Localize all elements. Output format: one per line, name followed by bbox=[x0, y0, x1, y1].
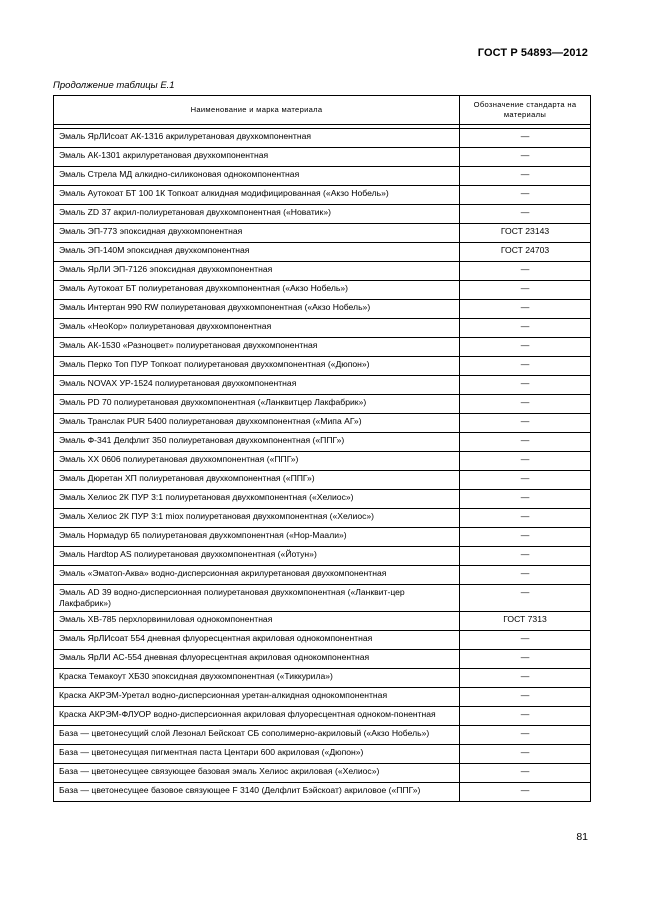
standard-cell: — bbox=[460, 585, 591, 612]
table-row bbox=[54, 547, 591, 566]
table-row bbox=[54, 224, 591, 243]
material-name-cell: Краска Темакоут ХБ30 эпоксидная двухкомпонентная («Тиккурила») bbox=[54, 669, 460, 688]
standard-cell: — bbox=[460, 262, 591, 281]
table-row bbox=[54, 585, 591, 612]
standard-cell: — bbox=[460, 783, 591, 802]
table-row bbox=[54, 509, 591, 528]
standard-cell: — bbox=[460, 764, 591, 783]
material-name-cell: Эмаль ЯрЛИ АС-554 дневная флуоресцентная акриловая однокомпонентная bbox=[54, 650, 460, 669]
material-name-cell: Эмаль ЯрЛИсоат АК-1316 акрилуретановая двухкомпонентная bbox=[54, 129, 460, 148]
table-row bbox=[54, 650, 591, 669]
column-header-material: Наименование и марка материала bbox=[54, 96, 460, 125]
table-row bbox=[54, 452, 591, 471]
table-row bbox=[54, 688, 591, 707]
standard-cell: ГОСТ 23143 bbox=[460, 224, 591, 243]
material-name-cell: Эмаль PD 70 полиуретановая двухкомпонентная («Ланквитцер Лакфабрик») bbox=[54, 395, 460, 414]
material-name-cell: Эмаль ЯрЛИ ЭП-7126 эпоксидная двухкомпонентная bbox=[54, 262, 460, 281]
material-name-cell: База — цветонесущий слой Лезонал Бейскоат СБ сополимерно-акриловый («Акзо Нобель») bbox=[54, 726, 460, 745]
page-number: 81 bbox=[576, 831, 588, 843]
material-name-cell: Эмаль Hardtop AS полиуретановая двухкомпонентная («Йотун») bbox=[54, 547, 460, 566]
standard-cell: ГОСТ 7313 bbox=[460, 612, 591, 631]
table-row bbox=[54, 281, 591, 300]
table-row bbox=[54, 262, 591, 281]
standard-cell: — bbox=[460, 547, 591, 566]
table-row bbox=[54, 205, 591, 224]
table-row bbox=[54, 566, 591, 585]
table-row bbox=[54, 669, 591, 688]
standard-cell: — bbox=[460, 376, 591, 395]
table-row bbox=[54, 186, 591, 205]
standard-cell: — bbox=[460, 528, 591, 547]
table-row bbox=[54, 745, 591, 764]
material-name-cell: Эмаль Транслак PUR 5400 полиуретановая двухкомпонентная («Мипа АГ») bbox=[54, 414, 460, 433]
material-name-cell: Эмаль АК-1530 «Разноцвет» полиуретановая двухкомпонентная bbox=[54, 338, 460, 357]
material-name-cell: Эмаль Нормадур 65 полиуретановая двухкомпонентная («Нор-Маали») bbox=[54, 528, 460, 547]
table-row bbox=[54, 783, 591, 802]
material-name-cell: Эмаль «Эматоп-Аква» водно-дисперсионная акрилуретановая двухкомпонентная bbox=[54, 566, 460, 585]
standard-cell: — bbox=[460, 688, 591, 707]
standard-cell: — bbox=[460, 414, 591, 433]
table-row bbox=[54, 631, 591, 650]
material-name-cell: Эмаль Дюретан ХП полиуретановая двухкомпонентная («ППГ») bbox=[54, 471, 460, 490]
standard-cell: — bbox=[460, 338, 591, 357]
standard-cell: — bbox=[460, 129, 591, 148]
table-row bbox=[54, 300, 591, 319]
material-name-cell: Эмаль ХВ-785 перхлорвиниловая однокомпонентная bbox=[54, 612, 460, 631]
table-caption: Продолжение таблицы Е.1 bbox=[53, 80, 175, 91]
material-name-cell: База — цветонесущее базовое связующее F 3140 (Делфлит Бэйскоат) акриловое («ППГ») bbox=[54, 783, 460, 802]
standard-cell: — bbox=[460, 726, 591, 745]
standard-cell: — bbox=[460, 650, 591, 669]
standard-cell: — bbox=[460, 509, 591, 528]
table-row bbox=[54, 338, 591, 357]
material-name-cell: Эмаль «НеоКор» полиуретановая двухкомпонентная bbox=[54, 319, 460, 338]
table-row bbox=[54, 129, 591, 148]
table-row bbox=[54, 376, 591, 395]
material-name-cell: Краска АКРЭМ-ФЛУОР водно-дисперсионная акриловая флуоресцентная одноком-понентная bbox=[54, 707, 460, 726]
standard-cell: — bbox=[460, 281, 591, 300]
materials-table bbox=[53, 95, 591, 802]
document-standard-header: ГОСТ Р 54893—2012 bbox=[477, 47, 588, 59]
table-row bbox=[54, 319, 591, 338]
material-name-cell: Эмаль Ф-341 Делфлит 350 полиуретановая двухкомпонентная («ППГ») bbox=[54, 433, 460, 452]
standard-cell: — bbox=[460, 167, 591, 186]
material-name-cell: Краска АКРЭМ-Уретал водно-дисперсионная уретан-алкидная однокомпонентная bbox=[54, 688, 460, 707]
standard-cell: — bbox=[460, 669, 591, 688]
table-row bbox=[54, 414, 591, 433]
table-row bbox=[54, 167, 591, 186]
table-row bbox=[54, 490, 591, 509]
table-row bbox=[54, 707, 591, 726]
material-name-cell: Эмаль NOVAX УР-1524 полиуретановая двухкомпонентная bbox=[54, 376, 460, 395]
standard-cell: — bbox=[460, 490, 591, 509]
table-row bbox=[54, 148, 591, 167]
standard-cell: — bbox=[460, 319, 591, 338]
standard-cell: — bbox=[460, 357, 591, 376]
material-name-cell: Эмаль ZD 37 акрил-полиуретановая двухкомпонентная («Новатик») bbox=[54, 205, 460, 224]
standard-cell: — bbox=[460, 300, 591, 319]
table-row bbox=[54, 243, 591, 262]
standard-cell: — bbox=[460, 148, 591, 167]
material-name-cell: Эмаль AD 39 водно-дисперсионная полиуретановая двухкомпонентная («Ланквит-цер Лакфабрик») bbox=[54, 585, 460, 612]
material-name-cell: Эмаль ЯрЛИсоат 554 дневная флуоресцентная акриловая однокомпонентная bbox=[54, 631, 460, 650]
table-row bbox=[54, 395, 591, 414]
standard-cell: — bbox=[460, 452, 591, 471]
material-name-cell: Эмаль Аутокоат БТ полиуретановая двухкомпонентная («Акзо Нобель») bbox=[54, 281, 460, 300]
material-name-cell: Эмаль АК-1301 акрилуретановая двухкомпонентная bbox=[54, 148, 460, 167]
standard-cell: ГОСТ 24703 bbox=[460, 243, 591, 262]
standard-cell: — bbox=[460, 707, 591, 726]
standard-cell: — bbox=[460, 471, 591, 490]
standard-cell: — bbox=[460, 395, 591, 414]
standard-cell: — bbox=[460, 186, 591, 205]
table-row bbox=[54, 433, 591, 452]
standard-cell: — bbox=[460, 566, 591, 585]
material-name-cell: Эмаль Интертан 990 RW полиуретановая двухкомпонентная («Акзо Нобель») bbox=[54, 300, 460, 319]
material-name-cell: Эмаль Хелиос 2К ПУР 3:1 miox полиуретановая двухкомпонентная («Хелиос») bbox=[54, 509, 460, 528]
material-name-cell: Эмаль Стрела МД алкидно-силиконовая однокомпонентная bbox=[54, 167, 460, 186]
standard-cell: — bbox=[460, 745, 591, 764]
material-name-cell: База — цветонесущая пигментная паста Центари 600 акриловая («Дюпон») bbox=[54, 745, 460, 764]
table-row bbox=[54, 528, 591, 547]
table-row bbox=[54, 471, 591, 490]
standard-cell: — bbox=[460, 631, 591, 650]
material-name-cell: Эмаль ХХ 0606 полиуретановая двухкомпонентная («ППГ») bbox=[54, 452, 460, 471]
standard-cell: — bbox=[460, 205, 591, 224]
material-name-cell: База — цветонесущее связующее базовая эмаль Хелиос акриловая («Хелиос») bbox=[54, 764, 460, 783]
table-row bbox=[54, 357, 591, 376]
material-name-cell: Эмаль Хелиос 2К ПУР 3:1 полиуретановая двухкомпонентная («Хелиос») bbox=[54, 490, 460, 509]
table-row bbox=[54, 726, 591, 745]
table-row bbox=[54, 764, 591, 783]
table-row bbox=[54, 612, 591, 631]
table-header-row bbox=[54, 96, 591, 125]
material-name-cell: Эмаль Аутокоат БТ 100 1К Топкоат алкидная модифицированная («Акзо Нобель») bbox=[54, 186, 460, 205]
material-name-cell: Эмаль ЭП-773 эпоксидная двухкомпонентная bbox=[54, 224, 460, 243]
column-header-standard: Обозначение стандарта на материалы bbox=[460, 96, 591, 125]
material-name-cell: Эмаль Перко Топ ПУР Топкоат полиуретановая двухкомпонентная («Дюпон») bbox=[54, 357, 460, 376]
standard-cell: — bbox=[460, 433, 591, 452]
material-name-cell: Эмаль ЭП-140М эпоксидная двухкомпонентная bbox=[54, 243, 460, 262]
